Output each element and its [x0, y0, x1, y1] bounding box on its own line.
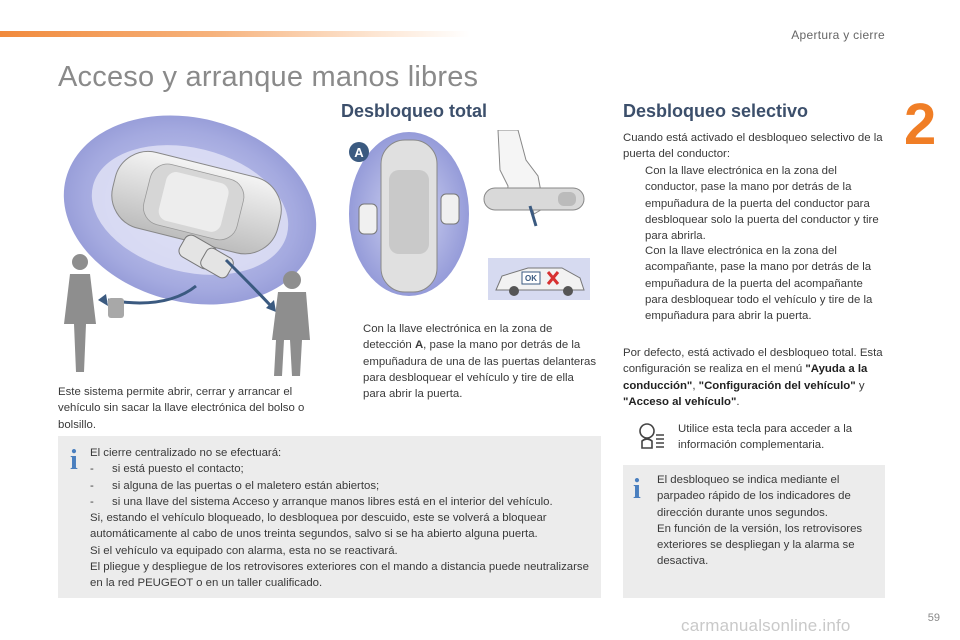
bullet-text-end: , pase la mano por detrás de la empuñadura de una de las puertas delanteras para desbloquear el vehículo y tire de ella para abrir la puerta. [363, 339, 597, 401]
section-title: Apertura y cierre [791, 28, 885, 42]
bullet-mark [623, 163, 645, 244]
selective-unlock-heading: Desbloqueo selectivo [623, 101, 809, 121]
car-ok-illustration [488, 258, 590, 300]
watermark: carmanualsonline.info [681, 616, 851, 635]
info-box-central-locking [58, 436, 601, 598]
zone-a-label: A [354, 145, 364, 160]
total-unlock-heading: Desbloqueo total [341, 101, 488, 121]
selective-bullet-driver [623, 163, 885, 244]
period: . [736, 395, 740, 408]
header-accent-bar [0, 31, 470, 37]
info-icon: i [70, 445, 78, 476]
menu-vehicle-config: "Configuración del vehículo" [698, 379, 856, 392]
zone-a-ref: A [414, 339, 424, 352]
info-paragraph: En función de la versión, los retrovisores exteriores se despliegan y la alarma se desactiva. [657, 522, 863, 568]
separator: , [692, 379, 699, 392]
separator: y [855, 379, 865, 392]
selective-bullet-driver-text: Con la llave electrónica en la zona del conductor, pase la mano por detrás de la empuñadura de la puerta del conductor para desbloquear solo la puerta del conductor y tire para abrirla. [645, 165, 879, 243]
info-dash-item: si alguna de las puertas o el maletero están abiertos; [112, 479, 380, 492]
bullet-mark [623, 243, 645, 324]
menu-vehicle-access: "Acceso al vehículo" [623, 395, 737, 408]
bullet-text-start: Con la llave electrónica en la zona de detección [363, 323, 553, 352]
page-title: Acceso y arranque manos libres [58, 61, 479, 93]
bullet-mark [341, 321, 363, 402]
menu-driving-aid: "Ayuda a la conducción" [623, 363, 868, 392]
total-unlock-bullet [341, 321, 599, 402]
dash: - [90, 495, 94, 508]
intro-paragraph: Este sistema permite abrir, cerrar y arrancar el vehículo sin sacar la llave electrónica del bolso o bolsillo. [58, 386, 305, 431]
info-paragraph: El pliegue y despliegue de los retrovisores exteriores con el mando a distancia puede neutralizarse en la red PEUGEOT o en un taller cualificado. [90, 561, 589, 590]
ok-label: OK [525, 274, 537, 283]
keyless-zones-illustration [56, 110, 322, 382]
info-dash-item: si una llave del sistema Acceso y arranque manos libres está en el interior del vehículo. [112, 495, 553, 508]
default-text: Por defecto, está activado el desbloqueo total. Esta configuración se realiza en el menú [623, 347, 883, 376]
info-dash-item: si está puesto el contacto; [112, 463, 244, 476]
hand-handle-illustration [478, 130, 590, 242]
selective-bullet-passenger [623, 243, 885, 324]
info-box-unlock-signal [623, 465, 885, 598]
info-icon: i [633, 474, 641, 505]
default-setting-paragraph [623, 345, 885, 410]
info-line: El cierre centralizado no se efectuará: [90, 447, 282, 459]
info-paragraph: Si el vehículo va equipado con alarma, esta no se reactivará. [90, 544, 398, 557]
total-unlock-illustration [341, 130, 471, 300]
dash: - [90, 463, 94, 476]
page-number: 59 [927, 612, 940, 624]
dash: - [90, 479, 94, 492]
chapter-number: 2 [904, 92, 937, 157]
info-paragraph: Si, estando el vehículo bloqueado, lo desbloquea por descuido, este se volverá a bloquear automáticamente al cabo de unos treinta segundos, salvo si se ha abierto alguna puerta. [90, 512, 547, 541]
menu-key-icon [636, 421, 666, 451]
selective-intro: Cuando está activado el desbloqueo selectivo de la puerta del conductor: [623, 132, 883, 161]
tip-text: Utilice esta tecla para acceder a la información complementaria. [678, 423, 853, 452]
info-paragraph: El desbloqueo se indica mediante el parpadeo rápido de los indicadores de dirección durante unos segundos. [657, 474, 851, 519]
selective-bullet-passenger-text: Con la llave electrónica en la zona del acompañante, pase la mano por detrás de la empuñadura de la puerta del acompañante para desbloquear todo el vehículo y tire de la empuñadura para abrir la puerta. [645, 245, 873, 323]
